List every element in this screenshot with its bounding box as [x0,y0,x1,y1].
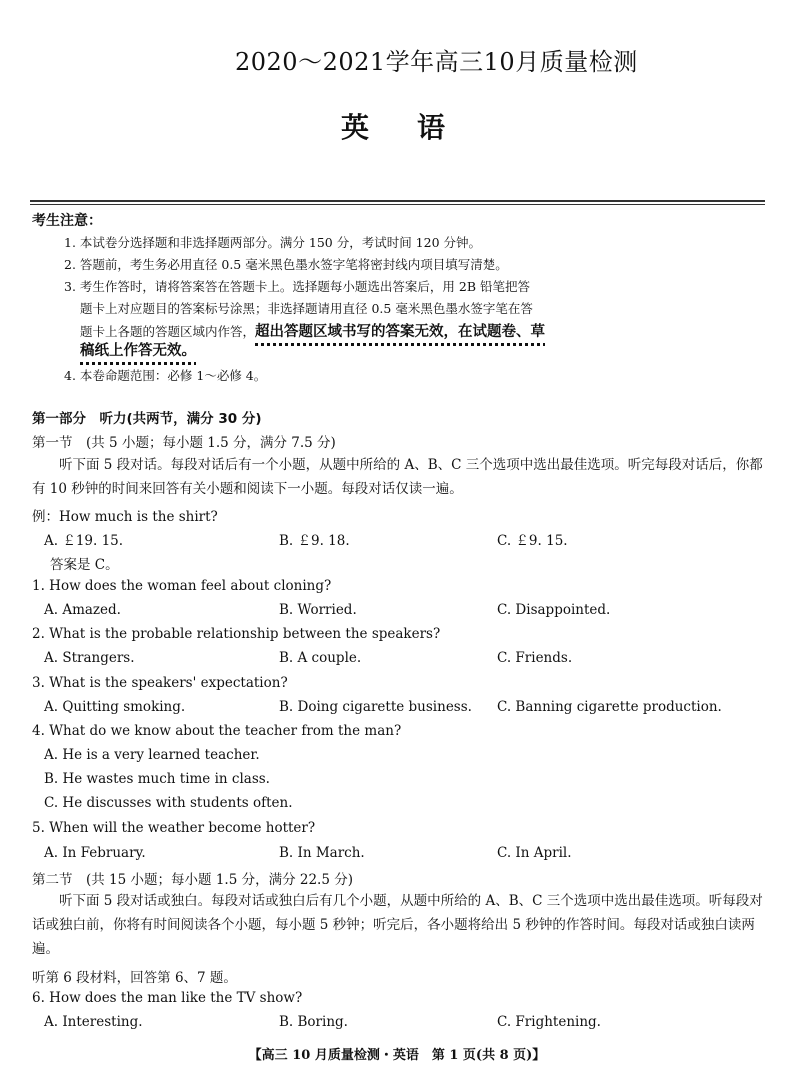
part1-heading: 第一部分 听力(共两节，满分 30 分) [32,411,262,427]
notice-text: 题卡上各题的答题区域内作答， [80,324,256,339]
q3-option-b: B. Doing cigarette business. [279,699,472,715]
example-option-b: B. ￡9. 18. [279,533,350,549]
q3-option-a: A. Quitting smoking. [44,699,186,715]
question-3: 3. What is the speakers' expectation? [32,675,288,691]
q5-option-c: C. In April. [497,845,572,861]
q3-option-c: C. Banning cigarette production. [497,699,722,715]
subject-title: 英语 [340,111,493,144]
notice-item-1: 1. 本试卷分选择题和非选择题两部分。满分 150 分，考试时间 120 分钟。 [64,235,482,250]
notice-item-3-cont2 [80,320,545,341]
q4-option-c: C. He discusses with students often. [44,795,293,811]
section2-instructions: 听下面 5 段对话或独白。每段对话或独白后有几个小题，从题中所给的 A、B、C 三个选项中选出最佳选项。听每段对话或独白前，你将有时间阅读各个小题，每小题 5 秒钟；听完后，各小题将给出 5 秒钟的作答时间。每段对话或独白读两遍。 [32,893,763,957]
notice-heading: 考生注意： [32,213,102,229]
q5-option-a: A. In February. [44,845,146,861]
exam-title: 2020～2021学年高三10月质量检测 [235,48,638,76]
question-2: 2. What is the probable relationship between the speakers? [32,626,441,642]
notice-item-3-cont: 题卡上对应题目的答案标号涂黑；非选择题请用直径 0.5 毫米黑色墨水签字笔在答 [80,301,533,316]
question-5: 5. When will the weather become hotter? [32,820,316,836]
header-rule-thick [30,200,765,202]
q4-option-a: A. He is a very learned teacher. [44,747,260,763]
notice-item-3-cont3 [80,339,196,360]
question-1: 1. How does the woman feel about cloning? [32,578,332,594]
q6-option-a: A. Interesting. [44,1014,143,1030]
q4-option-b: B. He wastes much time in class. [44,771,270,787]
section1-heading: 第一节 (共 5 小题；每小题 1.5 分，满分 7.5 分) [32,435,336,451]
example-answer: 答案是 C。 [50,557,119,573]
notice-item-3: 3. 考生作答时，请将答案答在答题卡上。选择题每小题选出答案后，用 2B 铅笔把答 [64,279,530,294]
q1-option-a: A. Amazed. [44,602,121,618]
header-rule-thin [30,204,765,205]
q1-option-b: B. Worried. [279,602,357,618]
notice-item-4: 4. 本卷命题范围：必修 1～必修 4。 [64,368,267,383]
question-6: 6. How does the man like the TV show? [32,990,303,1006]
q5-option-b: B. In March. [279,845,365,861]
example-option-c: C. ￡9. 15. [497,533,568,549]
q6-option-b: B. Boring. [279,1014,348,1030]
q6-option-c: C. Frightening. [497,1014,601,1030]
notice-item-2: 2. 答题前，考生务必用直径 0.5 毫米黑色墨水签字笔将密封线内项目填写清楚。 [64,257,508,272]
notice-warning-cont: 稿纸上作答无效。 [80,343,196,359]
q2-option-a: A. Strangers. [44,650,135,666]
q2-option-b: B. A couple. [279,650,362,666]
q2-option-c: C. Friends. [497,650,573,666]
section1-instructions: 听下面 5 段对话。每段对话后有一个小题，从题中所给的 A、B、C 三个选项中选出最佳选项。听完每段对话后，你都有 10 秒钟的时间来回答有关小题和阅读下一小题。每段对话仅读一遍。 [32,457,763,497]
question-4: 4. What do we know about the teacher from the man? [32,723,402,739]
notice-warning: 超出答题区域书写的答案无效，在试题卷、草 [255,324,546,340]
example-option-a: A. ￡19. 15. [44,533,124,549]
material-note: 听第 6 段材料，回答第 6、7 题。 [32,970,237,986]
example-question: 例：How much is the shirt? [32,509,218,525]
q1-option-c: C. Disappointed. [497,602,611,618]
section2-heading: 第二节 (共 15 小题；每小题 1.5 分，满分 22.5 分) [32,872,353,888]
page-footer: 【高三 10 月质量检测・英语 第 1 页(共 8 页)】 [248,1048,546,1063]
